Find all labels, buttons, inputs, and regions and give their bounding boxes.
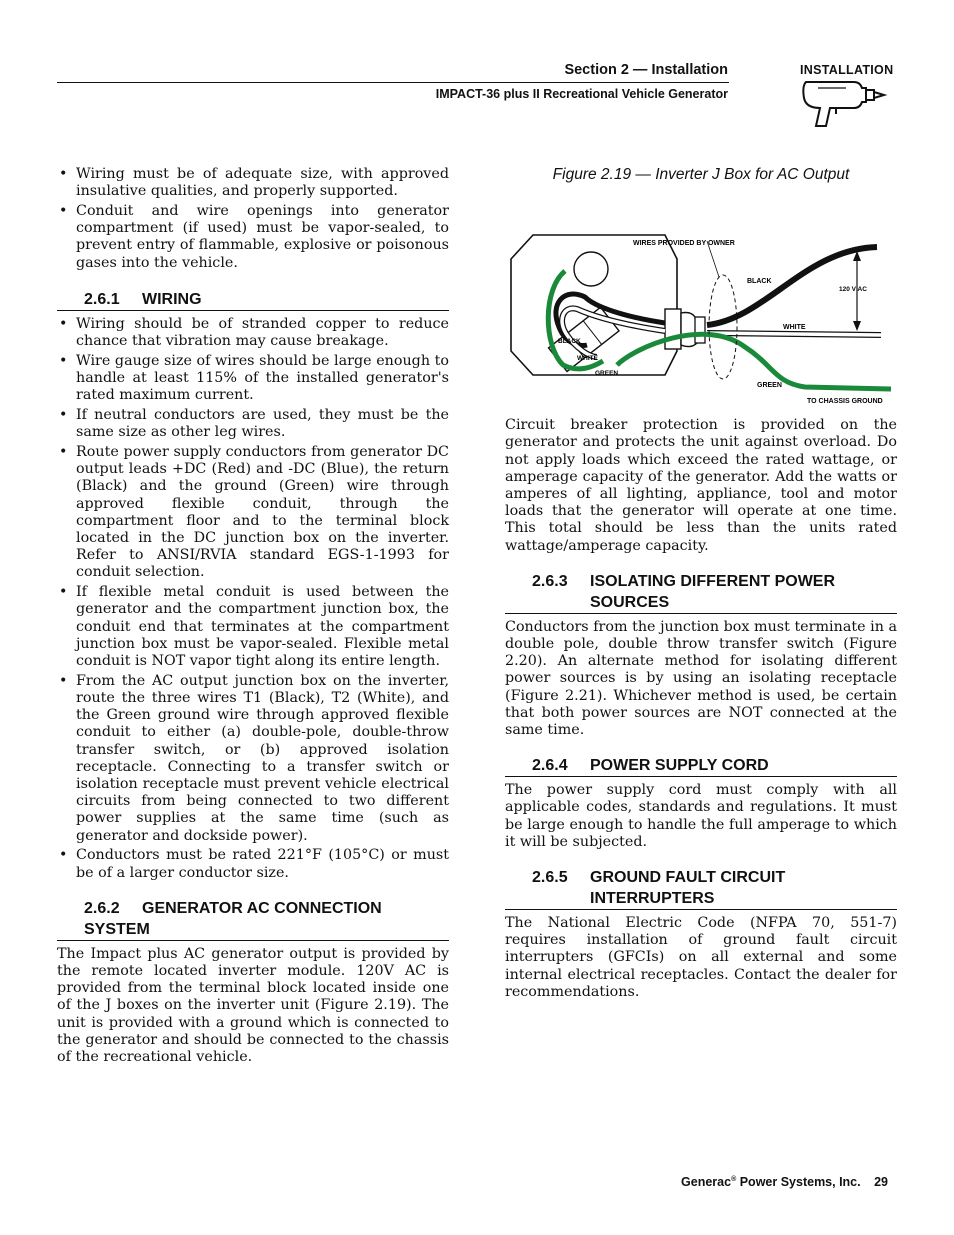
list-item: • Route power supply conductors from generator DC output leads +DC (Red) and -DC (Blue), the return (Black) and the ground (Green) wire through approved flexible conduit, through the compartment floor and to the terminal block located in the DC junction box on the inverter. Refer to ANSI/RVIA standard EGS-1-1993 for conduit selection.: [57, 444, 449, 582]
company-name: Generac: [681, 1175, 732, 1189]
header-rule: [57, 82, 729, 83]
knockout-hole: [574, 252, 608, 286]
label-black: BLACK: [747, 278, 772, 286]
label-voltage: 120 V AC: [839, 286, 867, 294]
section-title-text: GENERATOR AC CONNECTION SYSTEM: [84, 899, 382, 938]
green-wire: [617, 334, 891, 389]
registered-mark: ®: [731, 1175, 737, 1183]
intro-bullet-list: [57, 166, 449, 272]
list-item: • Conduit and wire openings into generator compartment (if used) must be vapor-sealed, to prevent entry of flammable, explosive or poisonous gases into the vehicle.: [57, 203, 449, 272]
white-wire: [707, 333, 881, 335]
inverter-j-box-diagram: [505, 197, 897, 406]
terminal-label-black: BLACK: [558, 338, 581, 346]
list-item: • Wiring must be of adequate size, with approved insulative qualities, and properly supported.: [57, 166, 449, 200]
label-wires-by-owner: WIRES PROVIDED BY OWNER: [633, 240, 735, 248]
section-number: 2.6.4: [532, 757, 568, 775]
section-title: Section 2 — Installation: [564, 62, 728, 78]
terminal-label-green: GREEN: [595, 370, 619, 378]
page-footer: [681, 1175, 888, 1189]
section-heading-wiring: [57, 289, 449, 311]
gfci-paragraph: The National Electric Code (NFPA 70, 551-7) requires installation of ground fault circuit interrupters (GFCIs) on all external and some internal electrical receptacles. Contact the dealer for recommendations.: [505, 915, 897, 1000]
section-title-text: POWER SUPPLY CORD: [590, 757, 769, 775]
list-item: • If neutral conductors are used, they must be the same size as other leg wires.: [57, 407, 449, 441]
section-heading-generator-ac: [57, 898, 449, 941]
right-column: [505, 166, 897, 1001]
left-column: [57, 166, 449, 1066]
page-number: 29: [874, 1175, 888, 1189]
section-number: 2.6.1: [84, 290, 120, 308]
drill-icon: [796, 76, 888, 128]
section-heading-isolating: [505, 571, 897, 614]
list-item: • If flexible metal conduit is used between the generator and the compartment junction box, the conduit end that terminates at the compartment junction box must be vapor-sealed. Flexible metal conduit is NOT vapor tight along its entire length.: [57, 584, 449, 670]
section-number: 2.6.5: [532, 869, 568, 887]
list-item: • From the AC output junction box on the inverter, route the three wires T1 (Black), T2 (White), and the Green ground wire through approved flexible conduit to either (a) double-pole, double-throw transfer switch, or (b) approved isolation receptacle. Connecting to a transfer switch or isolation receptacle must prevent vehicle electrical circuits from being connected to two different power supplies at the same time (such as generator and dockside power).: [57, 673, 449, 845]
circuit-breaker-paragraph: Circuit breaker protection is provided on the generator and protects the unit against overload. Do not apply loads which exceed the rated wattage, or amperage capacity of the generator. Add the watts or amperes of all lighting, appliance, tool and motor loads that the generator will operate at one time. This total should be less than the units rated wattage/amperage capacity.: [505, 417, 897, 554]
list-item: • Conductors must be rated 221°F (105°C) or must be of a larger conductor size.: [57, 847, 449, 881]
power-cord-paragraph: The power supply cord must comply with all applicable codes, standards and regulations. It must be large enough to handle the full amperage to which it will be subjected.: [505, 782, 897, 850]
conduit-nut: [665, 309, 681, 349]
conduit-end: [695, 317, 705, 343]
installation-logo-text: INSTALLATION: [800, 63, 894, 77]
section-title-text: GROUND FAULT CIRCUIT INTERRUPTERS: [590, 869, 786, 908]
section-heading-power-cord: [505, 755, 897, 777]
section-title-text: ISOLATING DIFFERENT POWER SOURCES: [590, 572, 836, 611]
label-white: WHITE: [783, 324, 806, 332]
list-item: • Wire gauge size of wires should be large enough to handle at least 115% of the installed generator's rated maximum current.: [57, 353, 449, 405]
list-item: • Wiring should be of stranded copper to reduce chance that vibration may cause breakage.: [57, 316, 449, 350]
figure-caption: Figure 2.19 — Inverter J Box for AC Output: [552, 166, 850, 183]
label-chassis-ground: TO CHASSIS GROUND: [807, 398, 883, 406]
section-heading-gfci: [505, 867, 897, 910]
label-green: GREEN: [757, 382, 782, 390]
company-suffix: Power Systems, Inc.: [736, 1175, 861, 1189]
isolating-paragraph: Conductors from the junction box must terminate in a double pole, double throw transfer switch (Figure 2.20). An alternate method for isolating different power sources is by using an isolating receptacle (Figure 2.21). Whichever method is used, be certain that both power sources are NOT connected at the same time.: [505, 618, 897, 739]
document-subtitle: IMPACT-36 plus II Recreational Vehicle Generator: [435, 87, 728, 101]
terminal-label-white: WHITE: [577, 355, 598, 363]
wiring-bullet-list: [57, 316, 449, 882]
section-title-text: WIRING: [142, 290, 202, 308]
section-number: 2.6.3: [532, 572, 568, 590]
section-number: 2.6.2: [84, 899, 120, 917]
generator-ac-paragraph: The Impact plus AC generator output is provided by the remote located inverter module. 120V AC is provided from the terminal block located inside one of the J boxes on the inverter unit (Figure 2.19). The unit is provided with a ground which is connected to the generator and should be connected to the chassis of the recreational vehicle.: [57, 945, 449, 1066]
